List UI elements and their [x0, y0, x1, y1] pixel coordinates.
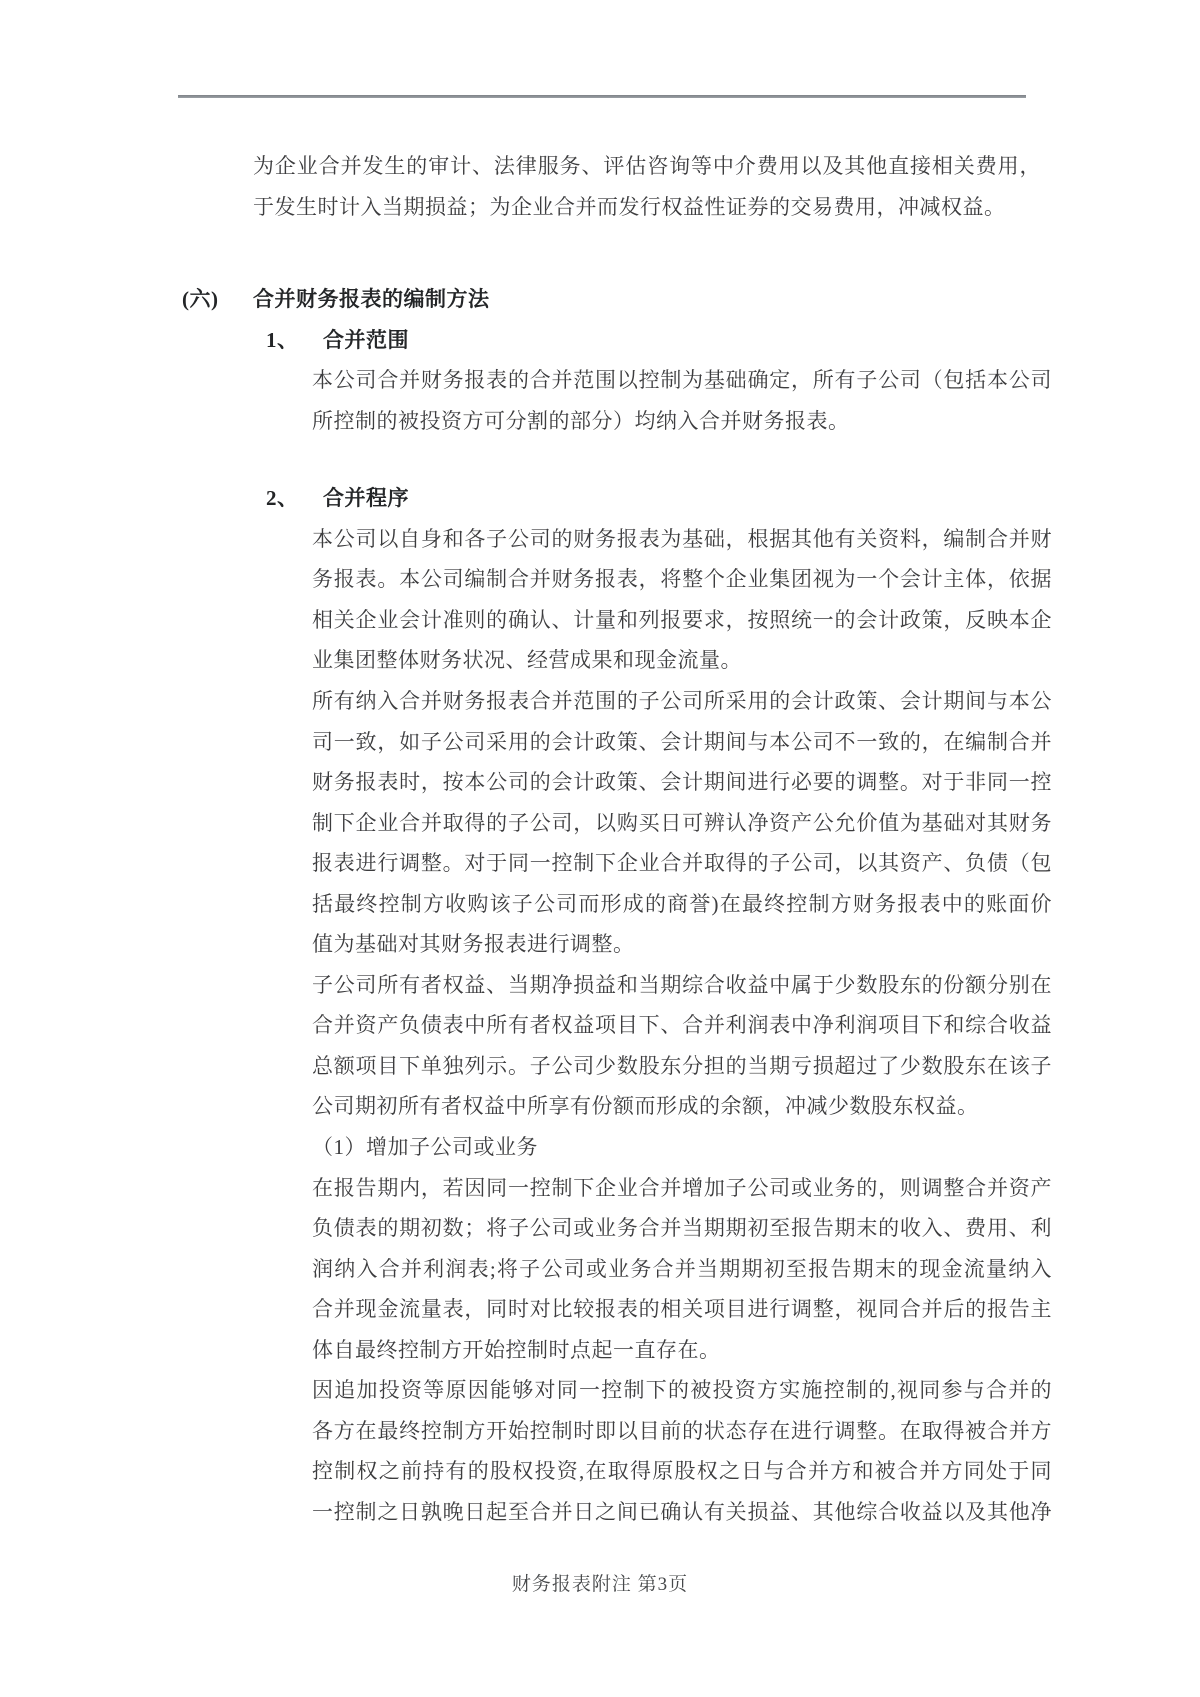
text-line: 制下企业合并取得的子公司，以购买日可辨认净资产公允价值为基础对其财务	[312, 810, 1052, 835]
page-footer: 财务报表附注 第3页	[511, 1574, 689, 1595]
text-line: 在报告期内，若因同一控制下企业合并增加子公司或业务的，则调整合并资产	[312, 1175, 1052, 1200]
text-line: 司一致，如子公司采用的会计政策、会计期间与本公司不一致的，在编制合并	[312, 729, 1052, 754]
section-number: (六)	[182, 287, 219, 312]
text-line: 所有纳入合并财务报表合并范围的子公司所采用的会计政策、会计期间与本公	[312, 689, 1052, 714]
subsection-1-title: 合并范围	[323, 327, 409, 352]
text-line: 业集团整体财务状况、经营成果和现金流量。	[312, 648, 742, 673]
subsection-1-number: 1、	[266, 327, 299, 352]
text-line: 为企业合并发生的审计、法律服务、评估咨询等中介费用以及其他直接相关费用，	[253, 154, 1041, 178]
text-line: 控制权之前持有的股权投资,在取得原股权之日与合并方和被合并方同处于同	[312, 1459, 1052, 1484]
subsection-1-heading	[266, 320, 1200, 361]
paragraph	[312, 681, 1052, 965]
text-line: 本公司以自身和各子公司的财务报表为基础，根据其他有关资料，编制合并财	[312, 526, 1052, 551]
text-line: 各方在最终控制方开始控制时即以目前的状态存在进行调整。在取得被合并方	[312, 1418, 1052, 1443]
paragraph	[312, 1127, 1052, 1168]
text-line: 子公司所有者权益、当期净损益和当期综合收益中属于少数股东的份额分别在	[312, 972, 1052, 997]
section-title: 合并财务报表的编制方法	[253, 287, 490, 312]
text-line: 值为基础对其财务报表进行调整。	[312, 932, 635, 957]
text-line: 所控制的被投资方可分割的部分）均纳入合并财务报表。	[312, 408, 850, 433]
paragraph	[312, 360, 1052, 441]
text-line: （1）增加子公司或业务	[312, 1135, 538, 1160]
text-line: 本公司合并财务报表的合并范围以控制为基础确定，所有子公司（包括本公司	[312, 368, 1052, 393]
section-heading	[182, 279, 1200, 320]
text-line: 相关企业会计准则的确认、计量和列报要求，按照统一的会计政策，反映本企	[312, 607, 1052, 632]
paragraph	[312, 965, 1052, 1127]
paragraph	[312, 519, 1052, 681]
subsection-2-heading	[266, 478, 1200, 519]
text-line: 财务报表时，按本公司的会计政策、会计期间进行必要的调整。对于非同一控	[312, 770, 1052, 795]
text-line: 总额项目下单独列示。子公司少数股东分担的当期亏损超过了少数股东在该子	[312, 1053, 1052, 1078]
text-line: 务报表。本公司编制合并财务报表，将整个企业集团视为一个会计主体，依据	[312, 567, 1052, 592]
text-line: 一控制之日孰晚日起至合并日之间已确认有关损益、其他综合收益以及其他净	[312, 1499, 1052, 1524]
document-body	[0, 146, 1200, 1533]
text-line: 合并资产负债表中所有者权益项目下、合并利润表中净利润项目下和综合收益	[312, 1013, 1052, 1038]
text-line: 于发生时计入当期损益；为企业合并而发行权益性证券的交易费用，冲减权益。	[253, 194, 1006, 219]
subsection-2-body	[312, 519, 1052, 1533]
subsection-2-number: 2、	[266, 486, 299, 511]
text-line: 负债表的期初数；将子公司或业务合并当期期初至报告期末的收入、费用、利	[312, 1216, 1052, 1241]
text-line: 公司期初所有者权益中所享有份额而形成的余额，冲减少数股东权益。	[312, 1094, 979, 1119]
text-line: 因追加投资等原因能够对同一控制下的被投资方实施控制的,视同参与合并的	[312, 1378, 1052, 1403]
paragraph	[312, 1168, 1052, 1371]
text-line: 体自最终控制方开始控制时点起一直存在。	[312, 1337, 721, 1362]
header-rule	[178, 95, 1026, 98]
text-line: 合并现金流量表，同时对比较报表的相关项目进行调整，视同合并后的报告主	[312, 1297, 1052, 1322]
subsection-1-body	[312, 360, 1052, 441]
text-line: 括最终控制方收购该子公司而形成的商誉)在最终控制方财务报表中的账面价	[312, 891, 1052, 916]
subsection-2-title: 合并程序	[323, 486, 409, 511]
text-line: 报表进行调整。对于同一控制下企业合并取得的子公司，以其资产、负债（包	[312, 851, 1052, 876]
text-line: 润纳入合并利润表;将子公司或业务合并当期期初至报告期末的现金流量纳入	[312, 1256, 1052, 1281]
intro-block	[253, 146, 1041, 227]
paragraph	[312, 1370, 1052, 1532]
paragraph	[253, 146, 1041, 227]
